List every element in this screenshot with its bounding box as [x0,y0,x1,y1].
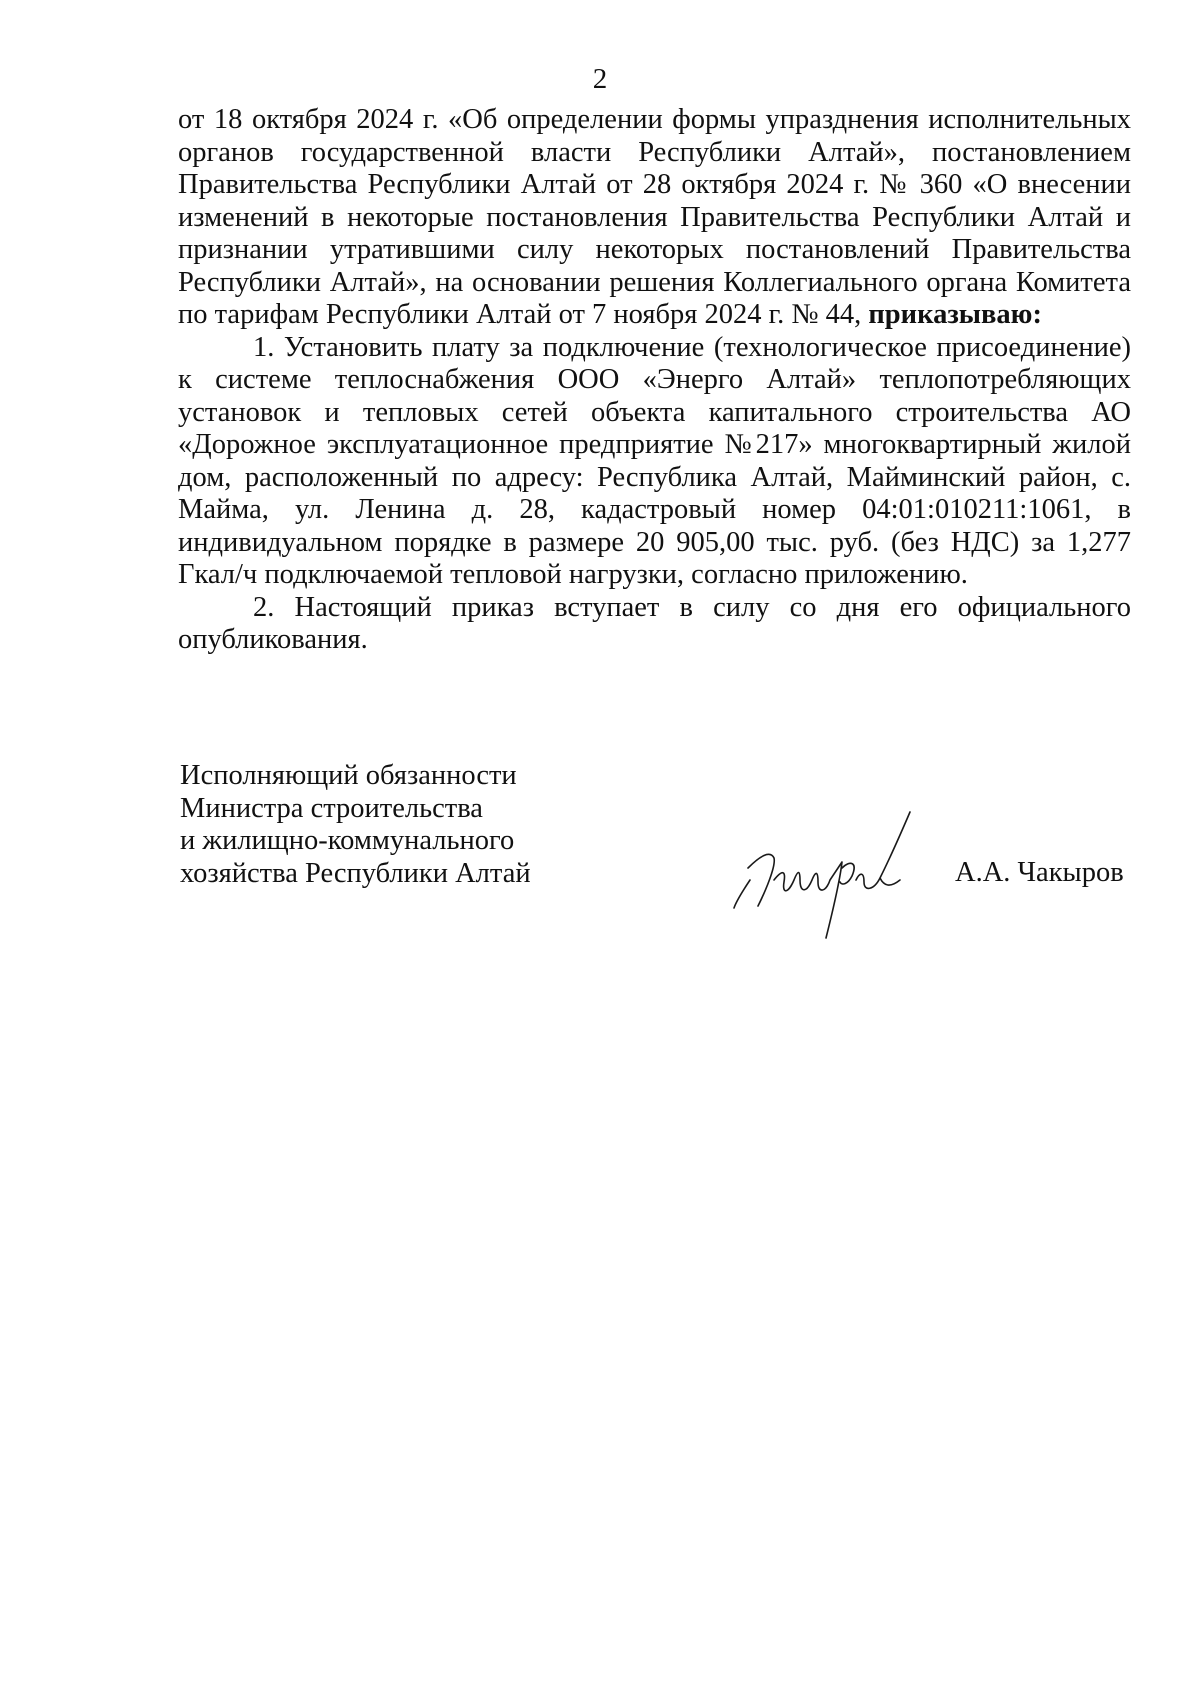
signer-name: А.А. Чакыров [955,857,1124,888]
intro-paragraph [178,104,1131,332]
signer-title-line: хозяйства Республики Алтай [180,857,531,889]
intro-text: от 18 октября 2024 г. «Об определении формы упразднения исполнительных органов государственной власти Республики Алтай», постановлением Правительства Республики Алтай от 28 октября 2024 г. № 360 «О внесении изменений в некоторые постановления Правительства Республики Алтай и признании утратившими силу некоторых постановлений Правительства Республики Алтай», на основании решения Коллегиального органа Комитета по тарифам Республики Алтай от 7 ноября 2024 г. № 44, [178,104,1131,330]
signer-title-line: Министра строительства [180,792,483,824]
handwritten-signature [730,810,940,940]
clause-2: 2. Настоящий приказ вступает в силу со дня его официального опубликования. [178,591,1131,655]
page-number: 2 [592,63,608,95]
order-verb: приказываю: [868,299,1042,330]
signer-title-line: и жилищно-коммунального [180,825,515,856]
document-body [178,104,1131,657]
clause-1: 1. Установить плату за подключение (технологическое присоединение) к системе теплоснабжения ООО «Энерго Алтай» теплопотребляющих установок и тепловых сетей объекта капитального строительства АО «Дорожное эксплуатационное предприятие №217» многоквартирный жилой дом, расположенный по адресу: Республика Алтай, Майминский район, с. Майма, ул. Ленина д. 28, кадастровый номер 04:01:010211:1061, в индивидуальном порядке в размере 20 905,00 тыс. руб. (без НДС) за 1,277 Гкал/ч подключаемой тепловой нагрузки, согласно приложению. [178,331,1131,590]
signer-title [180,760,531,890]
signer-title-line: Исполняющий обязанности [180,760,517,791]
